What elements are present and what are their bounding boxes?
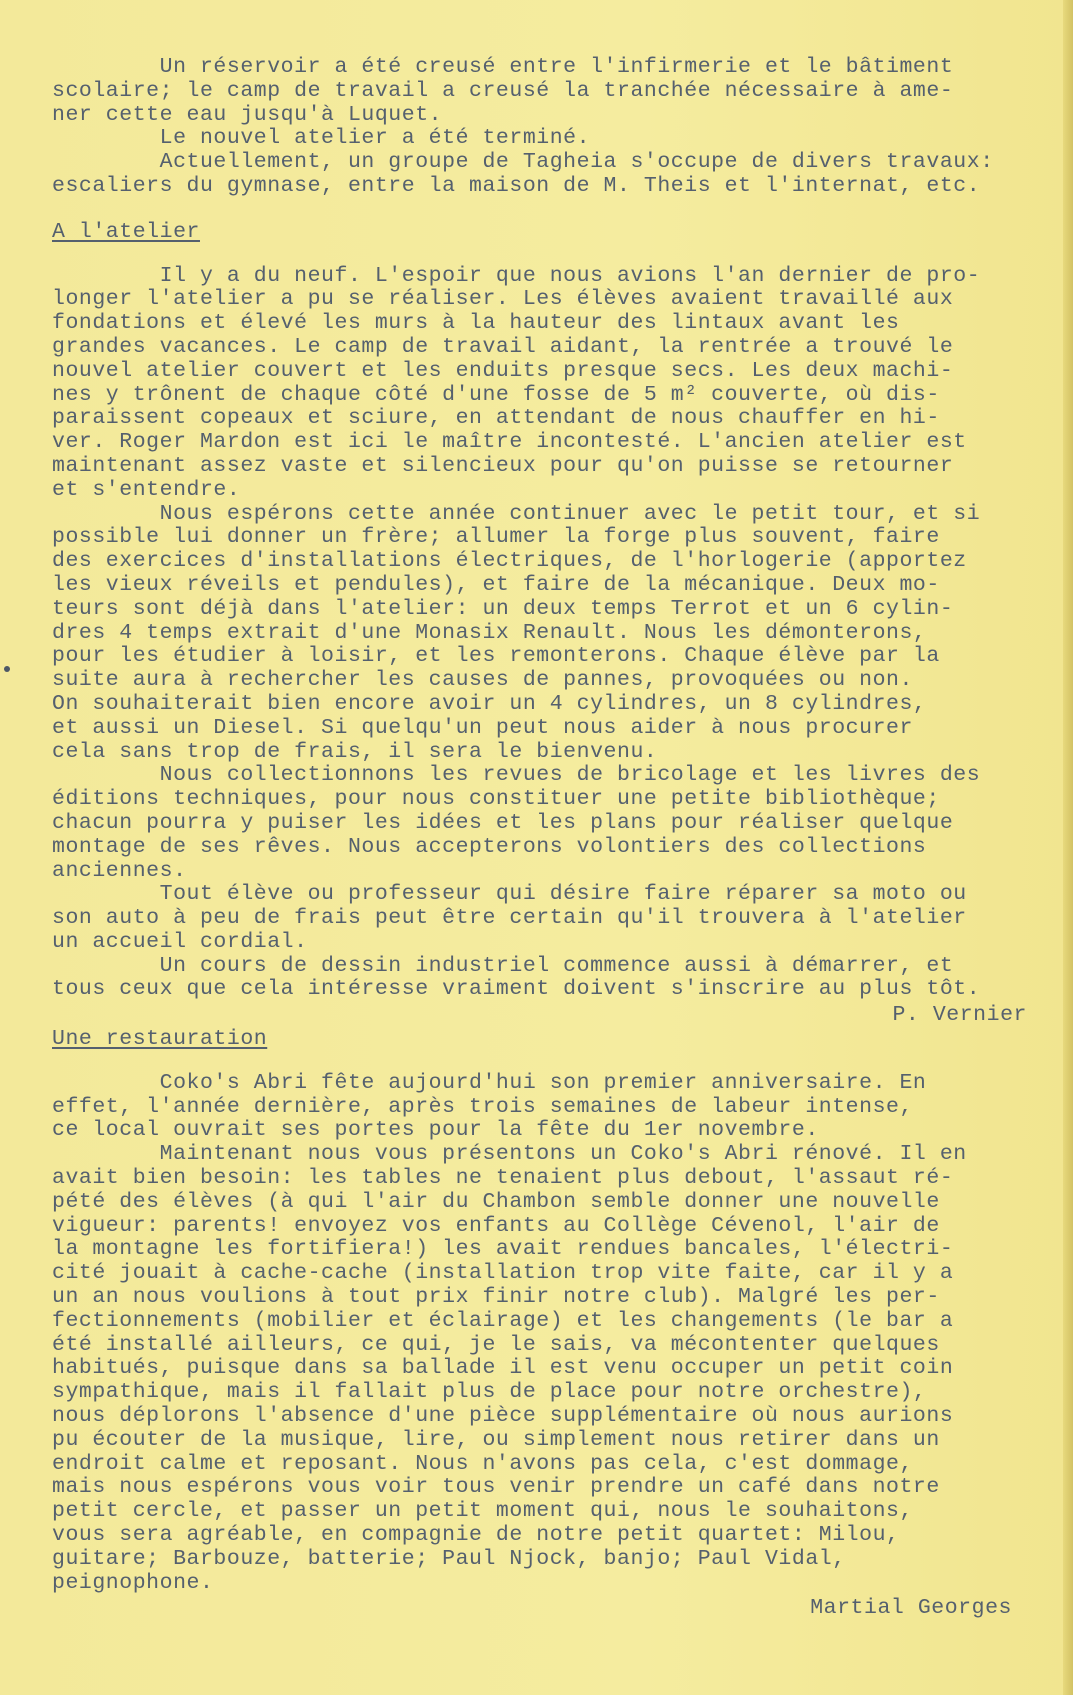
text-line: possible lui donner un frère; allumer la forge plus souvent, faire: [52, 525, 940, 550]
text-line: mais nous espérons vous voir tous venir prendre un café dans notre: [52, 1475, 940, 1500]
text-line: pété des élèves (à qui l'air du Chambon semble donner une nouvelle: [52, 1189, 940, 1214]
text-line: sympathique, mais il fallait plus de place pour notre orchestre),: [52, 1380, 927, 1405]
text-line: teurs sont déjà dans l'atelier: un deux temps Terrot et un 6 cylin-: [52, 596, 954, 621]
atelier-section: [52, 221, 1052, 1028]
margin-mark: [4, 666, 10, 672]
text-line: la montagne les fortifiera!) les avait rendues bancales, l'électri-: [52, 1237, 954, 1262]
text-line: son auto à peu de frais peut être certain qu'il trouvera à l'atelier: [52, 906, 967, 931]
text-line: scolaire; le camp de travail a creusé la tranchée nécessaire à ame-: [52, 78, 954, 103]
text-line: fectionnements (mobilier et éclairage) et les changements (le bar a: [52, 1308, 954, 1333]
text-line: nes y trônent de chaque côté d'une fosse de 5 m² couverte, où dis-: [52, 382, 940, 407]
text-line: montage de ses rêves. Nous accepterons volontiers des collections: [52, 834, 927, 859]
section-title-atelier: A l'atelier: [52, 219, 200, 244]
text-line: Coko's Abri fête aujourd'hui son premier anniversaire. En: [52, 1070, 927, 1095]
text-line: vigueur: parents! envoyez vos enfants au Collège Cévenol, l'air de: [52, 1213, 940, 1238]
text-line: avait bien besoin: les tables ne tenaient plus debout, l'assaut ré-: [52, 1166, 954, 1191]
text-line: Actuellement, un groupe de Tagheia s'occupe de divers travaux:: [52, 150, 994, 175]
text-line: ver. Roger Mardon est ici le maître incontesté. L'ancien atelier est: [52, 430, 967, 455]
text-line: Un cours de dessin industriel commence aussi à démarrer, et: [52, 953, 954, 978]
text-line: un accueil cordial.: [52, 929, 308, 954]
text-line: vous sera agréable, en compagnie de notre petit quartet: Milou,: [52, 1523, 900, 1548]
document-body: [52, 56, 1052, 1621]
text-line: Il y a du neuf. L'espoir que nous avions l'an dernier de pro-: [52, 263, 981, 288]
text-line: chacun pourra y puiser les idées et les plans pour réaliser quelque: [52, 810, 954, 835]
text-line: pour les étudier à loisir, et les remonterons. Chaque élève par la: [52, 644, 940, 669]
text-line: grandes vacances. Le camp de travail aidant, la rentrée a trouvé le: [52, 334, 954, 359]
text-line: et s'entendre.: [52, 477, 241, 502]
text-line: les vieux réveils et pendules), et faire de la mécanique. Deux mo-: [52, 572, 940, 597]
text-line: cité jouait à cache-cache (installation trop vite faite, car il y a: [52, 1261, 954, 1286]
section-title-restauration: Une restauration: [52, 1027, 268, 1052]
signature-vernier: P. Vernier: [892, 1003, 1027, 1028]
text-line: maintenant assez vaste et silencieux pour qu'on puisse se retourner: [52, 453, 954, 478]
text-line: habitués, puisque dans sa ballade il est venu occuper un petit coin: [52, 1356, 954, 1381]
text-line: Un réservoir a été creusé entre l'infirmerie et le bâtiment: [52, 55, 954, 79]
text-line: Nous collectionnons les revues de bricolage et les livres des: [52, 763, 981, 788]
text-line: Maintenant nous vous présentons un Coko's Abri rénové. Il en: [52, 1142, 967, 1167]
text-line: et aussi un Diesel. Si quelqu'un peut nous aider à nous procurer: [52, 715, 913, 740]
text-line: éditions techniques, pour nous constituer une petite bibliothèque;: [52, 787, 940, 812]
text-line: Le nouvel atelier a été terminé.: [52, 126, 591, 151]
text-line: tous ceux que cela intéresse vraiment doivent s'inscrire au plus tôt.: [52, 977, 981, 1002]
text-line: suite aura à rechercher les causes de pannes, provoquées ou non.: [52, 668, 913, 693]
text-line: été installé ailleurs, ce qui, je le sais, va mécontenter quelques: [52, 1332, 940, 1357]
text-line: endroit calme et reposant. Nous n'avons pas cela, c'est dommage,: [52, 1451, 913, 1476]
text-line: des exercices d'installations électriques, de l'horlogerie (apportez: [52, 549, 967, 574]
text-line: fondations et élevé les murs à la hauteur des lintaux avant les: [52, 311, 900, 336]
text-line: ce local ouvrait ses portes pour la fête du 1er novembre.: [52, 1118, 819, 1143]
text-line: longer l'atelier a pu se réaliser. Les élèves avaient travaillé aux: [52, 287, 954, 312]
text-line: peignophone.: [52, 1570, 214, 1595]
text-line: anciennes.: [52, 858, 187, 883]
text-line: paraissent copeaux et sciure, en attendant de nous chauffer en hi-: [52, 406, 940, 431]
text-line: petit cercle, et passer un petit moment qui, nous le souhaitons,: [52, 1499, 913, 1524]
intro-section: [52, 56, 1052, 199]
text-line: escaliers du gymnase, entre la maison de M. Theis et l'internat, etc.: [52, 173, 981, 198]
text-line: dres 4 temps extrait d'une Monasix Renault. Nous les démonterons,: [52, 620, 927, 645]
text-line: un an nous voulions à tout prix finir notre club). Malgré les per-: [52, 1285, 940, 1310]
text-line: Tout élève ou professeur qui désire faire réparer sa moto ou: [52, 882, 967, 907]
text-line: Nous espérons cette année continuer avec le petit tour, et si: [52, 501, 981, 526]
page-edge: [1063, 0, 1073, 1695]
text-line: cela sans trop de frais, il sera le bienvenu.: [52, 739, 658, 764]
text-line: pu écouter de la musique, lire, ou simplement nous retirer dans un: [52, 1427, 940, 1452]
text-line: ner cette eau jusqu'à Luquet.: [52, 102, 443, 127]
text-line: nous déplorons l'absence d'une pièce supplémentaire où nous aurions: [52, 1404, 954, 1429]
signature-georges: Martial Georges: [810, 1596, 1012, 1621]
text-line: On souhaiterait bien encore avoir un 4 cylindres, un 8 cylindres,: [52, 691, 927, 716]
text-line: effet, l'année dernière, après trois semaines de labeur intense,: [52, 1094, 913, 1119]
text-line: nouvel atelier couvert et les enduits presque secs. Les deux machi-: [52, 358, 954, 383]
restauration-section: [52, 1028, 1052, 1621]
text-line: guitare; Barbouze, batterie; Paul Njock, banjo; Paul Vidal,: [52, 1546, 846, 1571]
